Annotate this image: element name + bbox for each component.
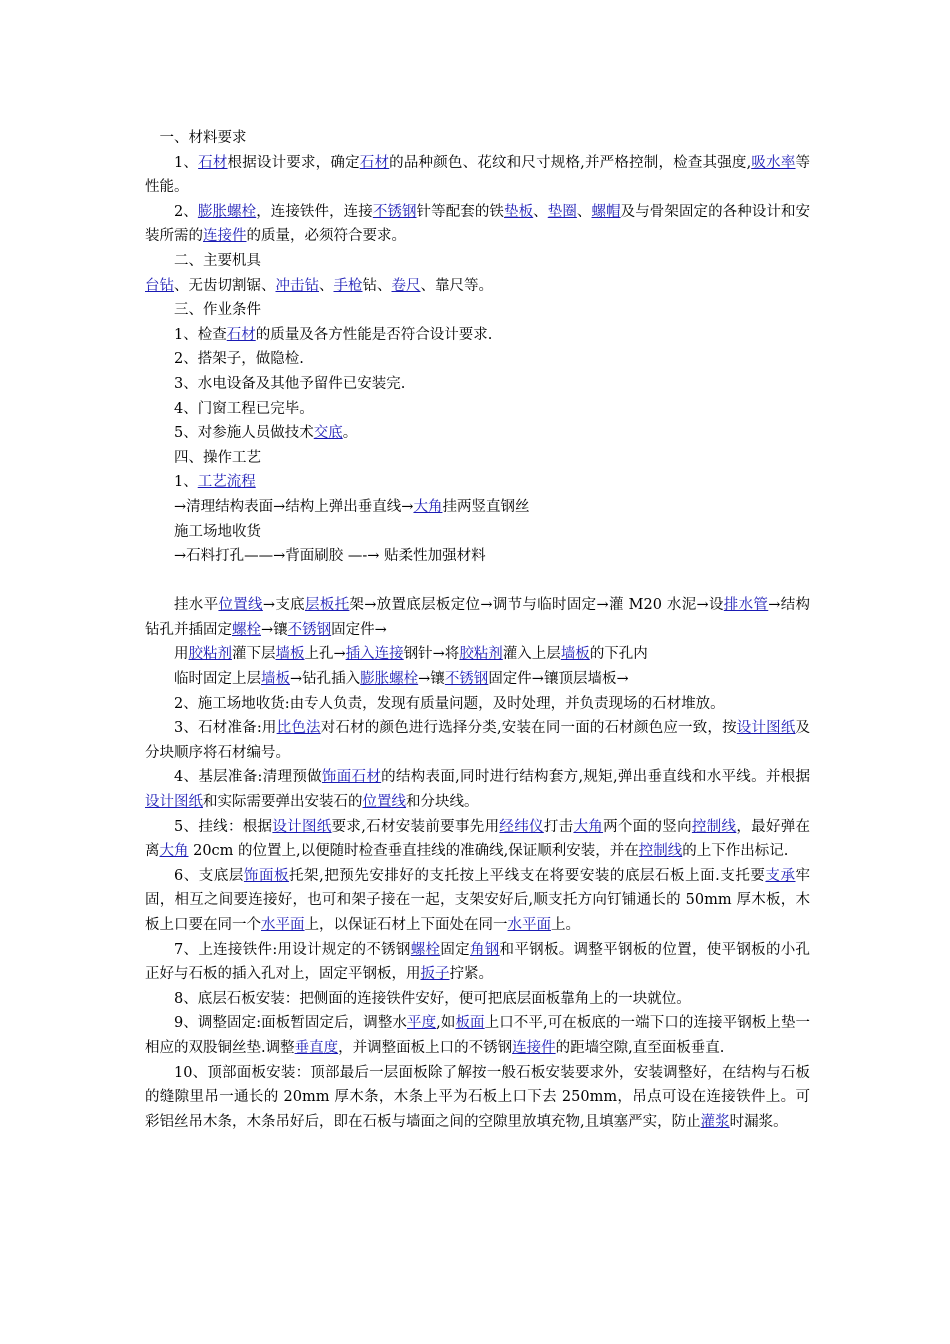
text-run: 上。	[551, 917, 580, 933]
document-body	[145, 126, 810, 1134]
text-run: 及与骨架固定的各种设计和安装所需的	[145, 203, 811, 245]
paragraph	[145, 1061, 810, 1135]
text-run: →镶	[418, 671, 445, 688]
term-link[interactable]: 角钢	[469, 941, 500, 958]
text-run: 的结构表面,同时进行结构套方,规矩,弹出垂直线和水平线。并根据	[381, 769, 810, 786]
term-link[interactable]: 控制线	[638, 843, 683, 860]
paragraph	[145, 298, 810, 323]
text-run: 。	[342, 425, 358, 442]
term-link[interactable]: 板面	[455, 1015, 485, 1032]
text-run: ，连接铁件，连接	[256, 203, 373, 220]
paragraph	[145, 864, 810, 938]
text-run: 固定件→镶顶层墙板→	[488, 671, 629, 688]
text-run: 对石材的颜色进行选择分类,安装在同一面的石材颜色应一致，按	[320, 720, 737, 737]
text-run: 挂两竖直钢丝	[442, 498, 530, 515]
paragraph	[145, 692, 810, 717]
text-run: 和实际需要弹出安装石的	[203, 794, 363, 811]
term-link[interactable]: 层板托	[304, 597, 350, 614]
term-link[interactable]: 经纬仪	[499, 818, 544, 835]
text-run: 7、上连接铁件:用设计规定的不锈钢	[174, 941, 411, 958]
paragraph	[145, 938, 810, 987]
paragraph	[145, 815, 810, 864]
term-link[interactable]: 支承	[765, 867, 796, 884]
paragraph	[145, 421, 810, 446]
term-link[interactable]: 卷尺	[391, 277, 421, 294]
term-link[interactable]: 扳子	[420, 966, 450, 983]
text-run: 2、搭架子，做隐检.	[174, 351, 304, 368]
term-link[interactable]: 冲击钻	[275, 277, 319, 294]
term-link[interactable]: 大角	[573, 818, 604, 835]
text-run: →清理结构表面→结构上弹出垂直线→	[174, 498, 414, 515]
text-run: 6、支底层	[174, 867, 244, 884]
paragraph	[145, 323, 810, 348]
term-link[interactable]: 螺栓	[410, 941, 441, 958]
term-link[interactable]: 平度	[407, 1015, 437, 1032]
paragraph	[145, 544, 810, 569]
term-link[interactable]: 垫板	[504, 203, 534, 220]
term-link[interactable]: 垂直度	[294, 1039, 339, 1056]
text-run: 打击	[543, 818, 574, 835]
paragraph	[145, 593, 810, 642]
text-run: 架→放置底层板定位→调节与临时固定→灌 M20 水泥→设	[349, 597, 724, 614]
term-link[interactable]: 控制线	[691, 818, 737, 835]
text-run: 9、调整固定:面板暂固定后，调整水	[174, 1015, 407, 1032]
text-run: →钻孔插入	[290, 671, 361, 688]
text-run: 施工场地收货	[174, 523, 261, 540]
text-run: 针等配套的铁	[416, 203, 505, 220]
text-run: →结构钻孔并插固定	[145, 597, 811, 638]
term-link[interactable]: 饰面石材	[321, 769, 382, 786]
text-run: 灌下层	[232, 646, 276, 663]
text-run: 5、对参施人员做技术	[174, 425, 314, 442]
term-link[interactable]: 石材	[359, 154, 390, 171]
term-link[interactable]: 不锈钢	[372, 203, 417, 220]
paragraph	[145, 716, 810, 765]
term-link[interactable]: 膨胀螺栓	[197, 203, 257, 220]
text-run: 、	[576, 203, 592, 220]
paragraph	[145, 200, 810, 249]
paragraph	[145, 495, 810, 520]
term-link[interactable]: 不锈钢	[444, 671, 489, 688]
paragraph	[145, 126, 810, 151]
text-run: 3、石材准备:用	[174, 720, 277, 737]
text-run: 1、	[174, 154, 199, 171]
term-link[interactable]: 工艺流程	[197, 474, 256, 491]
text-run: 、	[319, 277, 334, 294]
text-run: ,如	[436, 1015, 456, 1032]
text-run: 2、施工场地收货:由专人负责，发现有质量问题，及时处理，并负责现场的石材堆放。	[174, 695, 725, 712]
text-run: 、	[533, 203, 548, 220]
text-run: 用	[174, 646, 189, 663]
term-link[interactable]: 墙板	[261, 671, 290, 688]
paragraph	[145, 987, 810, 1012]
term-link[interactable]: 螺帽	[591, 203, 621, 220]
term-link[interactable]: 胶粘剂	[459, 646, 503, 663]
text-run: 1、	[174, 474, 198, 491]
text-run: 1、检查	[174, 326, 227, 343]
text-run: 托架,把预先安排好的支托按上平线支在将要安装的底层石板上面.支托要	[289, 867, 766, 884]
text-run: 等性能。	[145, 154, 811, 196]
term-link[interactable]: 石材	[226, 326, 256, 343]
term-link[interactable]: 不锈钢	[287, 621, 332, 638]
text-run: 2、	[174, 203, 198, 220]
text-run: ，最好弹在离	[145, 818, 811, 860]
text-run: 的质量及各方性能是否符合设计要求.	[255, 326, 493, 343]
paragraph	[145, 470, 810, 495]
term-link[interactable]: 灌浆	[700, 1113, 730, 1130]
text-run: 、靠尺等。	[420, 277, 493, 294]
text-run: 5、挂线：根据	[174, 818, 273, 835]
text-run: 10、顶部面板安装：顶部最后一层面板除了解按一般石板安装要求外，安装调整好，在结构与石板的缝隙里吊一通长的 20mm 厚木条，木条上平为石板上口下去 250mm，吊点可设在连接铁件上。可彩铝丝吊木条，木条吊好后，即在石板与墙面之间的空隙里放填充物,且填塞严实，防止	[145, 1064, 810, 1130]
paragraph	[145, 397, 810, 422]
term-link[interactable]: 插入连接	[345, 646, 404, 663]
text-run: 上口不平,可在板底的一端下口的连接平钢板上垫一相应的双股铜丝垫.调整	[145, 1015, 811, 1056]
text-run: 20cm 的位置上,以便随时检查垂直挂线的准确线,保证顺利安装，并在	[188, 843, 639, 860]
term-link[interactable]: 石材	[198, 154, 228, 171]
text-run: 两个面的竖向	[603, 818, 692, 835]
text-run: 的距墙空隙,直至面板垂直.	[555, 1039, 725, 1056]
term-link[interactable]: 连接件	[512, 1039, 556, 1056]
text-run: 要求,石材安装前要事先用	[331, 818, 500, 835]
text-run: 三、作业条件	[174, 302, 261, 319]
text-run: 的品种颜色、花纹和尺寸规格,并严格控制，检查其强度,	[389, 154, 752, 171]
term-link[interactable]: 螺栓	[232, 621, 261, 638]
paragraph	[145, 569, 810, 594]
term-link[interactable]: 饰面板	[243, 867, 290, 884]
text-run: 4、基层准备:清理预做	[174, 769, 322, 786]
text-run: 拧紧。	[449, 966, 493, 983]
term-link[interactable]: 连接件	[203, 228, 247, 245]
term-link[interactable]: 大角	[413, 498, 443, 515]
text-run: 的质量，必须符合要求。	[246, 228, 406, 245]
term-link[interactable]: 位置线	[362, 794, 406, 811]
term-link[interactable]: 水平面	[507, 917, 551, 933]
term-link[interactable]: 胶粘剂	[188, 646, 232, 663]
text-run: 钢针→将	[403, 646, 460, 663]
term-link[interactable]: 膨胀螺栓	[360, 671, 419, 688]
term-link[interactable]: 台钻	[145, 277, 174, 294]
paragraph	[145, 446, 810, 471]
text-run: 固定	[440, 941, 470, 958]
paragraph	[145, 642, 810, 667]
text-run: 、无齿切割锯、	[174, 277, 276, 294]
paragraph	[145, 274, 810, 299]
term-link[interactable]: 手枪	[333, 277, 363, 294]
paragraph	[145, 667, 810, 692]
term-link[interactable]: 比色法	[276, 720, 321, 737]
text-run: 挂水平	[174, 597, 219, 614]
term-link[interactable]: 位置线	[218, 597, 263, 614]
term-link[interactable]: 交底	[313, 425, 343, 442]
text-run: →镶	[261, 621, 288, 638]
text-run: 临时固定上层	[174, 671, 261, 688]
paragraph	[145, 347, 810, 372]
text-run: 4、门窗工程已完毕。	[174, 400, 314, 417]
text-run: 的上下作出标记.	[682, 843, 789, 860]
term-link[interactable]: 排水管	[723, 597, 769, 614]
term-link[interactable]: 垫圈	[547, 203, 577, 220]
text-run: 一、材料要求	[159, 130, 247, 146]
text-run: 固定件→	[331, 621, 387, 638]
text-run: 和分块线。	[406, 794, 479, 811]
paragraph	[145, 765, 810, 814]
paragraph	[145, 249, 810, 274]
text-run: 二、主要机具	[174, 252, 261, 269]
term-link[interactable]: 设计图纸	[272, 818, 332, 835]
text-run: 四、操作工艺	[174, 449, 261, 466]
paragraph	[145, 1011, 810, 1060]
term-link[interactable]: 吸水率	[751, 154, 796, 171]
text-run: 和平钢板。调整平钢板的位置，使平钢板的小孔正好与石板的插入孔对上，固定平钢板，用	[145, 941, 811, 983]
paragraph	[145, 520, 810, 545]
text-run: 钻、	[362, 277, 392, 294]
text-run: 的下孔内	[589, 646, 648, 663]
paragraph	[145, 151, 810, 200]
text-run: 3、水电设备及其他予留件已安装完.	[174, 375, 406, 392]
term-link[interactable]: 设计图纸	[145, 794, 203, 811]
term-link[interactable]: 水平面	[261, 917, 305, 933]
text-run: 牢固，相互之间要连接好，也可和架子接在一起，支架安好后,顺支托方向钉铺通长的 50mm 厚木板，木板上口要在同一个	[145, 867, 810, 933]
text-run: ，并调整面板上口的不锈钢	[338, 1039, 513, 1056]
text-run: 上，以保证石材上下面处在同一	[304, 917, 508, 933]
text-run: →石料打孔——→背面刷胶 —-→ 贴柔性加强材料	[174, 548, 486, 565]
term-link[interactable]: 设计图纸	[736, 720, 796, 737]
text-run: 上孔→	[304, 646, 346, 663]
text-run: 灌入上层	[502, 646, 561, 663]
text-run: 8、底层石板安装：把侧面的连接铁件安好，便可把底层面板靠角上的一块就位。	[174, 990, 691, 1007]
text-run: 时漏浆。	[729, 1113, 788, 1130]
text-run: 及分块顺序将石材编号。	[145, 720, 811, 761]
term-link[interactable]: 大角	[159, 843, 189, 860]
term-link[interactable]: 墙板	[560, 646, 590, 663]
term-link[interactable]: 墙板	[275, 646, 305, 663]
text-run: 根据设计要求，确定	[227, 154, 360, 171]
text-run: →支底	[262, 597, 305, 614]
paragraph	[145, 372, 810, 397]
